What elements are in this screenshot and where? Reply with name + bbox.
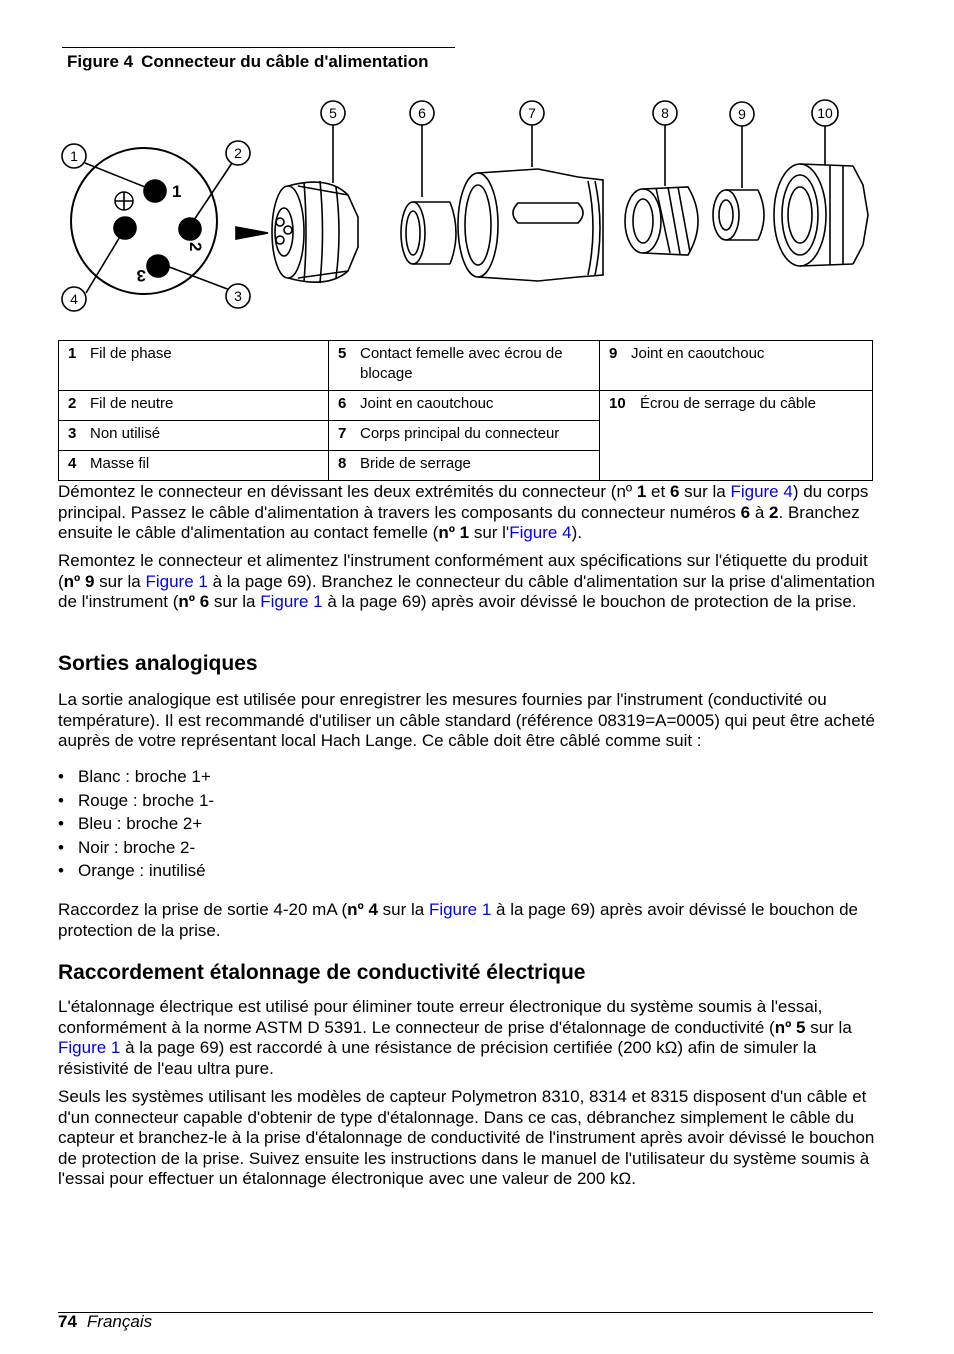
heading-analog-outputs: Sorties analogiques [58, 652, 258, 675]
figure-label: Figure 4 [67, 52, 134, 71]
legend-num: 4 [68, 455, 77, 472]
callout-6: 6 [418, 105, 426, 121]
callout-4: 4 [70, 291, 78, 307]
table-row [59, 391, 873, 421]
paragraph-calibration: L'étalonnage électrique est utilisé pour éliminer toute erreur électronique du système soumis à l'essai, conformément à la norme ASTM D 5391. Le connecteur de prise d'étalonnage de conductivité (nº 5 sur la Figure 1 à la page 69) est raccordé à une résistance de précision certifiée (200 kΩ) afin de simuler la résistivité de l'eau ultra pure. [58, 997, 852, 1078]
callout-1: 1 [70, 148, 78, 164]
figure-4-link[interactable]: Figure 4 [509, 523, 572, 542]
part-10-cable-nut [774, 164, 868, 266]
figure-1-link[interactable]: Figure 1 [428, 900, 492, 919]
part-6-rubber-seal [401, 202, 456, 264]
table-row [59, 341, 873, 391]
legend-text: Écrou de serrage du câble [640, 395, 816, 412]
callout-circles [62, 100, 838, 311]
page-number: 74 [58, 1312, 77, 1331]
paragraph-4-20ma: Raccordez la prise de sortie 4-20 mA (nº 4 sur la Figure 1 à la page 69) après avoir dévissé le bouchon de protection de la prise. [58, 900, 858, 940]
callout-3: 3 [234, 288, 242, 304]
pin-label-2: 2 [186, 242, 205, 252]
legend-num: 10 [609, 395, 626, 412]
legend-text: Fil de neutre [90, 395, 174, 412]
footer-language: Français [86, 1312, 153, 1331]
callout-8: 8 [661, 105, 669, 121]
legend-num: 7 [338, 425, 347, 442]
figure-rule [62, 47, 455, 48]
callout-2: 2 [234, 145, 242, 161]
connector-diagram [58, 95, 873, 325]
pin-1 [144, 180, 166, 202]
figure-1-link[interactable]: Figure 1 [260, 592, 323, 611]
wiring-list [58, 767, 214, 885]
pin-2 [179, 218, 201, 240]
figure-legend-table [58, 340, 873, 481]
legend-text: Fil de phase [90, 345, 172, 362]
part-8-clamp [625, 187, 698, 255]
paragraph-sensors: Seuls les systèmes utilisant les modèles de capteur Polymetron 8310, 8314 et 8315 disposent d'un câble et d'un connecteur capable d'obtenir de type d'étalonnage. Dans ce cas, débranchez simplement le câble du capteur et branchez-le à la prise d'étalonnage de conductivité de l'instrument après avoir dévissé le bouchon de protection de la prise. Suivez ensuite les instructions dans le manuel de l'utilisateur du système soumis à l'essai pour effectuer un étalonnage électronique avec une valeur de 200 kΩ. [58, 1087, 875, 1188]
callout-7: 7 [528, 105, 536, 121]
list-item: • Orange : inutilisé [58, 861, 206, 881]
legend-num: 6 [338, 395, 347, 412]
figure-title: Connecteur du câble d'alimentation [141, 52, 429, 71]
figure-caption [67, 52, 429, 72]
legend-num: 2 [68, 395, 77, 412]
footer-rule [58, 1312, 873, 1313]
figure-1-link[interactable]: Figure 1 [145, 571, 208, 591]
callout-10: 10 [817, 105, 833, 121]
footer [58, 1312, 152, 1332]
paragraph-reassembly: Remontez le connecteur et alimentez l'instrument conformément aux spécifications sur l'étiquette du produit (nº 9 sur la Figure 1 à la page 69). Branchez le connecteur du câble d'alimentation sur la prise d'alimentation de l'instrument (nº 6 sur la Figure 1 à la page 69) après avoir dévissé le bouchon de protection de la prise. [58, 551, 875, 611]
callout-9: 9 [738, 106, 746, 122]
part-7-main-body [458, 169, 603, 281]
list-item: • Rouge : broche 1- [58, 790, 215, 810]
list-item: • Noir : broche 2- [58, 837, 196, 857]
legend-text: Bride de serrage [360, 455, 471, 472]
part-5-female-contact [272, 181, 358, 283]
legend-num: 8 [338, 455, 347, 472]
pin-label-1: 1 [172, 182, 182, 201]
heading-conductivity-calibration: Raccordement étalonnage de conductivité électrique [58, 961, 586, 984]
legend-text: Contact femelle avec écrou de blocage [360, 345, 563, 382]
legend-text: Joint en caoutchouc [631, 345, 765, 362]
figure-1-link[interactable]: Figure 1 [58, 1038, 121, 1057]
arrow-icon [236, 227, 268, 239]
paragraph-disassembly: Démontez le connecteur en dévissant les deux extrémités du connecteur (nº 1 et 6 sur la Figure 4) du corps principal. Passez le câble d'alimentation à travers les composants du connecteur numéros 6 à 2. Branchez ensuite le câble d'alimentation au contact femelle (nº 1 sur l'Figure 4). [58, 482, 869, 542]
legend-num: 5 [338, 345, 347, 362]
pin-label-3: 3 [136, 266, 146, 285]
part-9-rubber-seal [713, 190, 764, 240]
legend-num: 3 [68, 425, 77, 442]
figure-4-link[interactable]: Figure 4 [730, 482, 793, 501]
legend-num: 1 [68, 345, 77, 362]
list-item: • Bleu : broche 2+ [58, 814, 203, 834]
callout-5: 5 [329, 105, 337, 121]
legend-text: Non utilisé [90, 425, 161, 442]
pin-ground [114, 217, 136, 239]
paragraph-analog: La sortie analogique est utilisée pour enregistrer les mesures fournies par l'instrument (conductivité ou température). Il est recommandé d'utiliser un câble standard (référence 08319=A=0005) qui peut être acheté auprès de votre représentant local Hach Lange. Ce câble doit être câblé comme suit : [58, 690, 875, 750]
legend-text: Masse fil [90, 455, 150, 472]
legend-num: 9 [609, 345, 618, 362]
legend-text: Joint en caoutchouc [360, 395, 494, 412]
list-item: • Blanc : broche 1+ [58, 767, 211, 786]
legend-text: Corps principal du connecteur [360, 425, 560, 442]
